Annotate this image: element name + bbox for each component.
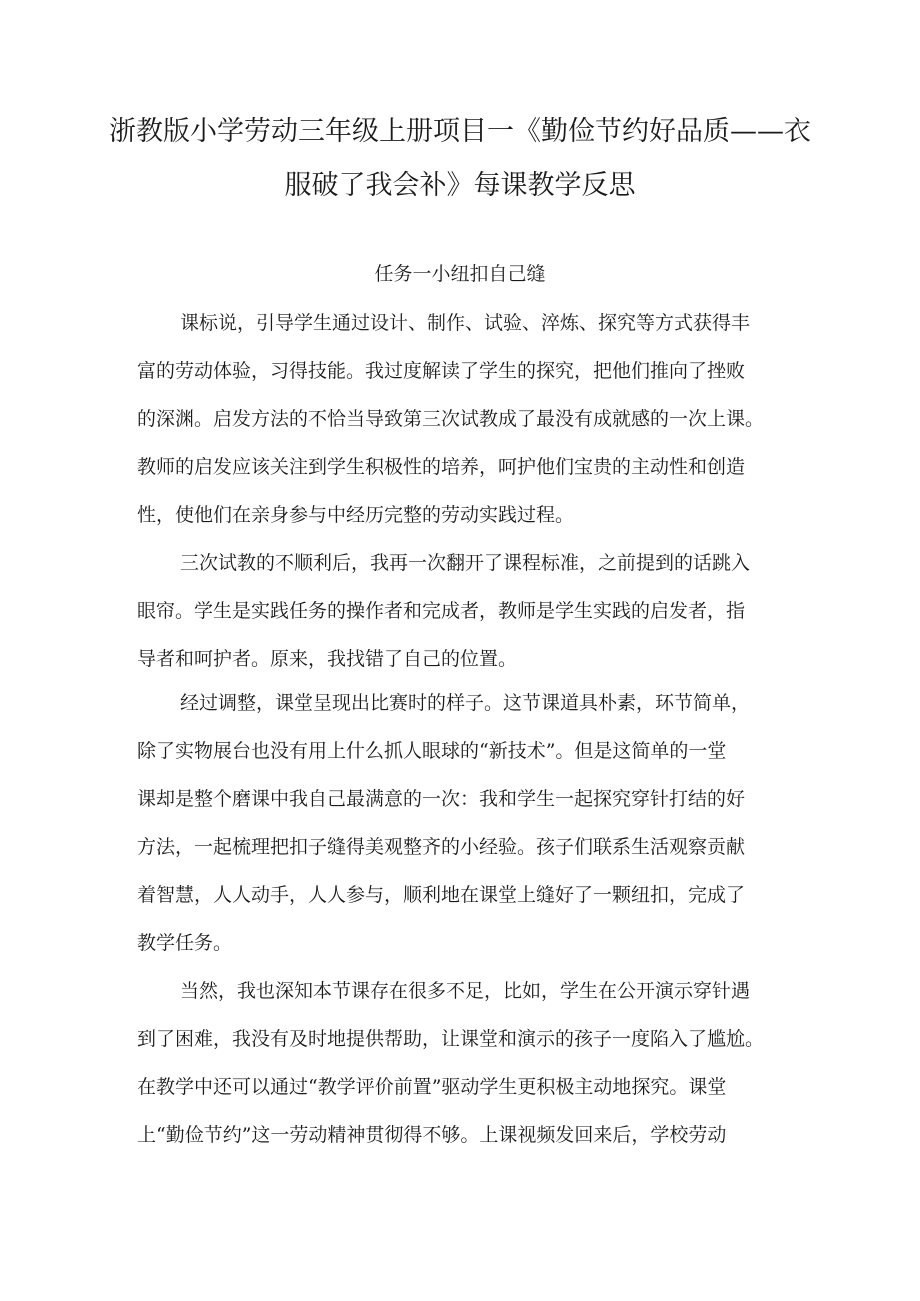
paragraph-line: 教学任务。 bbox=[137, 932, 233, 954]
paragraph-line: 到了困难，我没有及时地提供帮助，让课堂和演示的孩子一度陷入了尴尬。 bbox=[137, 1028, 765, 1050]
document-title-line-2: 服破了我会补》每课教学反思 bbox=[284, 170, 636, 201]
document-title-line-1: 浙教版小学劳动三年级上册项目一《勤俭节约好品质——衣 bbox=[109, 116, 811, 147]
paragraph-line: 的深渊。启发方法的不恰当导致第三次试教成了最没有成就感的一次上课。 bbox=[137, 408, 765, 430]
paragraph-line: 着智慧，人人动手，人人参与，顺利地在课堂上缝好了一颗纽扣，完成了 bbox=[137, 884, 746, 906]
paragraph-line: 经过调整，课堂呈现出比赛时的样子。这节课道具朴素，环节简单， bbox=[180, 692, 751, 714]
paragraph-line: 性，使他们在亲身参与中经历完整的劳动实践过程。 bbox=[137, 504, 575, 526]
paragraph-line: 富的劳动体验，习得技能。我过度解读了学生的探究，把他们推向了挫败 bbox=[137, 360, 746, 382]
paragraph-line: 方法，一起梳理把扣子缝得美观整齐的小经验。孩子们联系生活观察贡献 bbox=[137, 836, 746, 858]
paragraph-line: 课标说，引导学生通过设计、制作、试验、淬炼、探究等方式获得丰 bbox=[180, 312, 751, 334]
paragraph-line: 教师的启发应该关注到学生积极性的培养，呵护他们宝贵的主动性和创造 bbox=[137, 456, 746, 478]
section-subtitle: 任务一小纽扣自己缝 bbox=[374, 263, 546, 285]
paragraph-line: 当然，我也深知本节课存在很多不足，比如，学生在公开演示穿针遇 bbox=[180, 980, 751, 1002]
paragraph-line: 除了实物展台也没有用上什么抓人眼球的“新技术”。但是这简单的一堂 bbox=[137, 740, 727, 762]
paragraph-line: 上“勤俭节约”这一劳动精神贯彻得不够。上课视频发回来后，学校劳动 bbox=[137, 1124, 727, 1146]
paragraph-line: 眼帘。学生是实践任务的操作者和完成者，教师是学生实践的启发者，指 bbox=[137, 600, 746, 622]
paragraph-line: 课却是整个磨课中我自己最满意的一次：我和学生一起探究穿针打结的好 bbox=[137, 788, 746, 810]
paragraph-line: 导者和呵护者。原来，我找错了自己的位置。 bbox=[137, 648, 518, 670]
paragraph-line: 三次试教的不顺利后，我再一次翻开了课程标准，之前提到的话跳入 bbox=[180, 552, 751, 574]
paragraph-line: 在教学中还可以通过“教学评价前置”驱动学生更积极主动地探究。课堂 bbox=[137, 1076, 727, 1098]
